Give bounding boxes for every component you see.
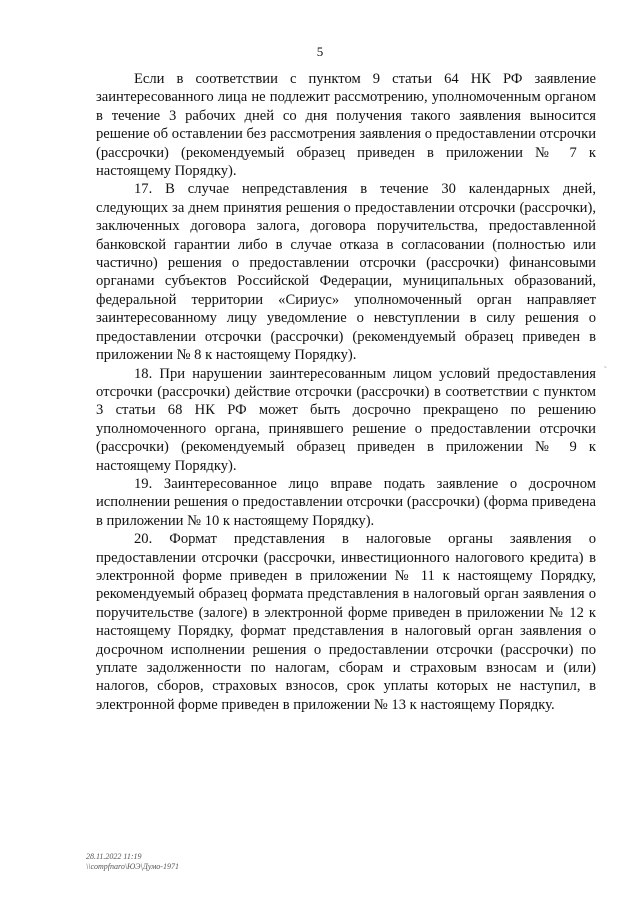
footer-file-path: \\compfnaro\ЮЭ\Думо-1971: [86, 862, 179, 871]
paragraph-17: 17. В случае непредставления в течение 30 календарных дней, следующих за днем принятия решения о предоставлении отсрочки (рассрочки), заключенных договора залога, договора поручительства, предоставленной банковской гарантии либо в случае отказа в согласовании (полностью или частично) решения о предоставлении отсрочки (рассрочки) финансовыми органами субъектов Российской Федерации, муниципальных образований, федеральной территории «Сириус» уполномоченный орган направляет заинтересованному лицу уведомление о невступлении в силу решения о предоставлении отсрочки (рассрочки) (рекомендуемый образец приведен в приложении № 8 к настоящему Порядку).: [96, 181, 596, 364]
document-footer: [86, 852, 179, 872]
document-body: [96, 70, 596, 714]
footer-timestamp: 28.11.2022 11:19: [86, 852, 142, 861]
paragraph-20: 20. Формат представления в налоговые органы заявления о предоставлении отсрочки (рассрочки, инвестиционного налогового кредита) в электронной форме приведен в приложении № 11 к настоящему Порядку, рекомендуемый образец формата представления в налоговый орган заявления о поручительстве (залоге) в электронной форме приведен в приложении № 12 к настоящему Порядку, формат представления в налоговый орган заявления о досрочном исполнении решения о предоставлении отсрочки (рассрочки) по уплате задолженности по налогам, сборам и страховым взносам и (или) налогов, сборов, страховых взносов, срок уплаты которых не наступил, в электронной форме приведен в приложении № 13 к настоящему Порядку.: [96, 531, 596, 713]
paragraph-19: 19. Заинтересованное лицо вправе подать заявление о досрочном исполнении решения о предоставлении отсрочки (рассрочки) (форма приведена в приложении № 10 к настоящему Порядку).: [96, 475, 596, 529]
paragraph-18: 18. При нарушении заинтересованным лицом условий предоставления отсрочки (рассрочки) действие отсрочки (рассрочки) в соответствии с пунктом 3 статьи 68 НК РФ может быть досрочно прекращено по решению уполномоченного органа, принявшего решение о предоставлении отсрочки (рассрочки) (рекомендуемый образец приведен в приложении № 9 к настоящему Порядку).: [96, 365, 596, 474]
paragraph-16-continued: Если в соответствии с пунктом 9 статьи 64 НК РФ заявление заинтересованного лица не подлежит рассмотрению, уполномоченным органом в течение 3 рабочих дней со дня получения такого заявления выносится решение об оставлении без рассмотрения заявления о предоставлении отсрочки (рассрочки) (рекомендуемый образец приведен в приложении № 7 к настоящему Порядку).: [96, 71, 596, 180]
scan-mark: ˜: [604, 365, 607, 374]
page-number: 5: [316, 44, 324, 59]
